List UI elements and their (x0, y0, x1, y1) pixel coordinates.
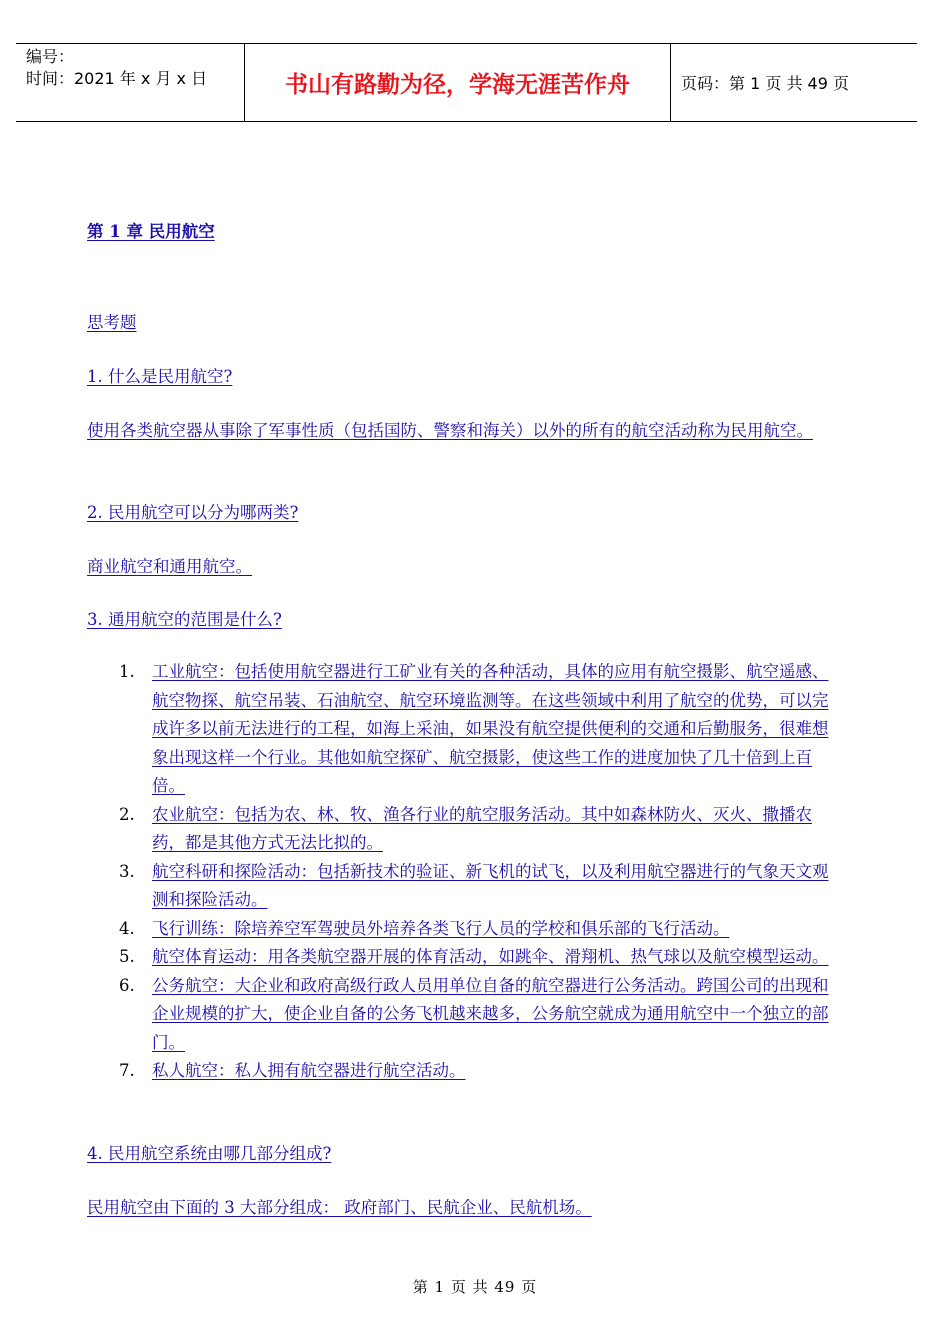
question-3[interactable]: 3. 通用航空的范围是什么? (87, 610, 282, 629)
answer-4-text[interactable]: 民用航空由下面的 3 大部分组成： 政府部门、民航企业、民航机场。 (87, 1198, 592, 1217)
list-item-text[interactable]: 飞行训练：除培养空军驾驶员外培养各类飞行人员的学校和俱乐部的飞行活动。 (152, 918, 730, 938)
list-item-text[interactable]: 私人航空：私人拥有航空器进行航空活动。 (152, 1061, 466, 1080)
chapter-title[interactable]: 第 1 章 民用航空 (87, 222, 215, 241)
list-number: 7. (119, 1061, 135, 1080)
header-meta (16, 44, 245, 121)
list-number: 4. (119, 918, 135, 938)
answer-1-text[interactable]: 使用各类航空器从事除了军事性质（包括国防、警察和海关）以外的所有的航空活动称为民用航空。 (87, 421, 813, 440)
list-item (87, 972, 843, 1058)
answer-2 (87, 553, 847, 582)
answer-4 (87, 1194, 847, 1223)
list-number: 1. (119, 662, 135, 681)
section-title[interactable]: 思考题 (87, 313, 137, 332)
question-2[interactable]: 2. 民用航空可以分为哪两类? (87, 503, 299, 522)
list-item-text[interactable]: 农业航空：包括为农、林、牧、渔各行业的航空服务活动。其中如森林防火、灭火、撒播农药，都是其他方式无法比拟的。 (152, 804, 812, 852)
question-1[interactable]: 1. 什么是民用航空? (87, 367, 233, 386)
header-motto: 书山有路勤为径，学海无涯苦作舟 (245, 44, 671, 121)
time-label: 时间：2021 年 x 月 x 日 (26, 69, 208, 88)
answer-1 (87, 417, 847, 446)
page-footer: 第 1 页 共 49 页 (412, 1278, 538, 1296)
list-number: 2. (119, 804, 135, 824)
document-header (16, 43, 917, 122)
list-item (87, 915, 843, 944)
list-item (87, 1057, 843, 1086)
list-item-text[interactable]: 工业航空：包括使用航空器进行工矿业有关的各种活动，具体的应用有航空摄影、航空遥感、航空物探、航空吊装、石油航空、航空环境监测等。在这些领域中利用了航空的优势，可以完成许多以前无法进行的工程，如海上采油，如果没有航空提供便利的交通和后勤服务，很难想象出现这样一个行业。其他如航空探矿、航空摄影，使这些工作的进度加快了几十倍到上百倍。 (152, 662, 829, 795)
list-item-text[interactable]: 航空体育运动：用各类航空器开展的体育活动，如跳伞、滑翔机、热气球以及航空模型运动。 (152, 947, 829, 966)
list-item (87, 658, 843, 801)
list-item (87, 801, 843, 858)
header-page-info: 页码：第 1 页 共 49 页 (681, 74, 849, 93)
list-item (87, 943, 843, 972)
list-number: 5. (119, 947, 135, 966)
list-number: 3. (119, 861, 135, 881)
list-number: 6. (119, 975, 135, 995)
list-item-text[interactable]: 公务航空：大企业和政府高级行政人员用单位自备的航空器进行公务活动。跨国公司的出现和企业规模的扩大，使企业自备的公务飞机越来越多，公务航空就成为通用航空中一个独立的部门。 (152, 975, 829, 1052)
list-item-text[interactable]: 航空科研和探险活动：包括新技术的验证、新飞机的试飞，以及利用航空器进行的气象天文观测和探险活动。 (152, 861, 829, 909)
answer-2-text[interactable]: 商业航空和通用航空。 (87, 557, 252, 576)
list-item (87, 858, 843, 915)
question-4[interactable]: 4. 民用航空系统由哪几部分组成? (87, 1144, 332, 1163)
aviation-scope-list (87, 658, 843, 1086)
id-label: 编号： (26, 47, 75, 66)
